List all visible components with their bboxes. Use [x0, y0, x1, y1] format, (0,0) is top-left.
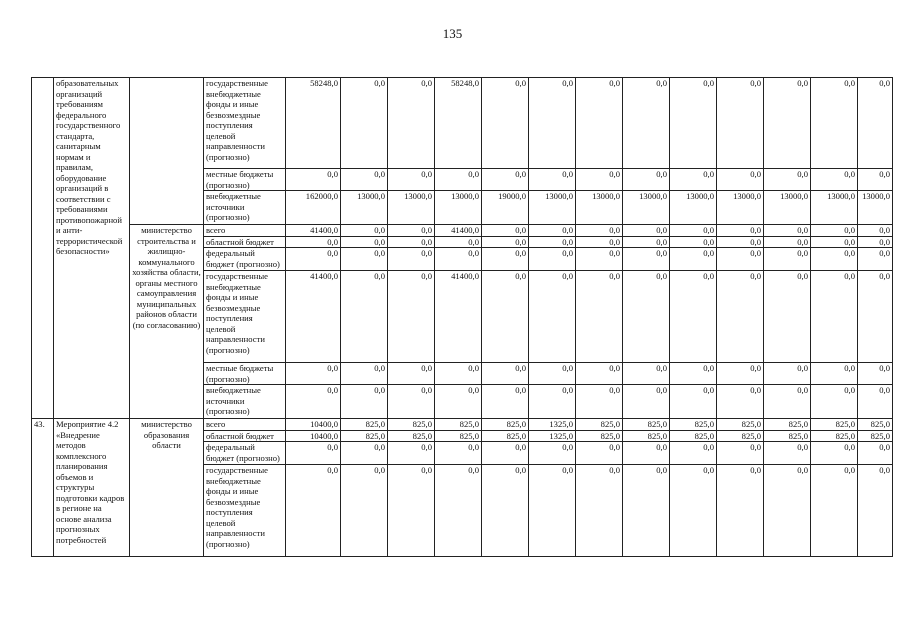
table-row	[32, 419, 893, 431]
amount-cell: 0,0	[341, 236, 388, 248]
amount-cell: 825,0	[341, 430, 388, 442]
amount-cell: 0,0	[482, 78, 529, 169]
amount-cell: 0,0	[529, 385, 576, 419]
amount-cell: 825,0	[811, 419, 858, 431]
amount-cell: 825,0	[623, 419, 670, 431]
amount-cell: 0,0	[529, 78, 576, 169]
amount-cell: 0,0	[717, 225, 764, 237]
funding-source: областной бюджет	[204, 430, 286, 442]
amount-cell: 0,0	[623, 169, 670, 191]
amount-cell: 0,0	[286, 442, 341, 465]
funding-source: внебюджетные источники (прогнозно)	[204, 191, 286, 225]
amount-cell: 13000,0	[670, 191, 717, 225]
amount-cell: 0,0	[529, 465, 576, 557]
amount-cell: 0,0	[811, 363, 858, 385]
amount-cell: 0,0	[670, 442, 717, 465]
amount-cell: 0,0	[341, 248, 388, 271]
amount-cell: 0,0	[529, 271, 576, 363]
amount-cell: 0,0	[576, 465, 623, 557]
amount-cell: 0,0	[435, 236, 482, 248]
amount-cell: 13000,0	[529, 191, 576, 225]
amount-cell: 0,0	[388, 236, 435, 248]
amount-cell: 10400,0	[286, 430, 341, 442]
amount-cell: 825,0	[764, 430, 811, 442]
amount-cell: 0,0	[670, 225, 717, 237]
amount-cell: 0,0	[576, 169, 623, 191]
amount-cell: 0,0	[670, 271, 717, 363]
amount-cell: 0,0	[286, 465, 341, 557]
amount-cell: 825,0	[858, 430, 893, 442]
amount-cell: 0,0	[388, 169, 435, 191]
amount-cell: 0,0	[341, 225, 388, 237]
amount-cell: 0,0	[858, 248, 893, 271]
amount-cell: 0,0	[286, 385, 341, 419]
amount-cell: 0,0	[529, 442, 576, 465]
amount-cell: 0,0	[811, 442, 858, 465]
amount-cell: 0,0	[482, 385, 529, 419]
amount-cell: 0,0	[529, 236, 576, 248]
amount-cell: 13000,0	[623, 191, 670, 225]
amount-cell: 13000,0	[576, 191, 623, 225]
amount-cell: 10400,0	[286, 419, 341, 431]
amount-cell: 19000,0	[482, 191, 529, 225]
amount-cell: 0,0	[482, 225, 529, 237]
amount-cell: 0,0	[858, 225, 893, 237]
amount-cell: 0,0	[623, 225, 670, 237]
amount-cell: 825,0	[717, 419, 764, 431]
amount-cell: 0,0	[717, 169, 764, 191]
budget-table	[31, 77, 893, 557]
amount-cell: 0,0	[623, 442, 670, 465]
amount-cell: 0,0	[764, 271, 811, 363]
amount-cell: 0,0	[623, 385, 670, 419]
amount-cell: 0,0	[576, 236, 623, 248]
amount-cell: 0,0	[811, 225, 858, 237]
amount-cell: 0,0	[286, 169, 341, 191]
amount-cell: 0,0	[858, 363, 893, 385]
amount-cell: 0,0	[341, 271, 388, 363]
amount-cell: 0,0	[811, 271, 858, 363]
amount-cell: 0,0	[341, 385, 388, 419]
page-number: 135	[442, 26, 463, 41]
amount-cell: 0,0	[341, 78, 388, 169]
amount-cell: 0,0	[576, 271, 623, 363]
amount-cell: 13000,0	[341, 191, 388, 225]
amount-cell: 13000,0	[858, 191, 893, 225]
amount-cell: 0,0	[670, 465, 717, 557]
amount-cell: 0,0	[670, 236, 717, 248]
amount-cell: 0,0	[858, 442, 893, 465]
funding-source: местные бюджеты (прогнозно)	[204, 169, 286, 191]
amount-cell: 0,0	[341, 169, 388, 191]
amount-cell: 162000,0	[286, 191, 341, 225]
amount-cell: 825,0	[482, 419, 529, 431]
amount-cell: 0,0	[623, 78, 670, 169]
amount-cell: 13000,0	[811, 191, 858, 225]
amount-cell: 0,0	[764, 78, 811, 169]
amount-cell: 0,0	[435, 363, 482, 385]
amount-cell: 0,0	[388, 442, 435, 465]
amount-cell: 825,0	[341, 419, 388, 431]
funding-source: государственные внебюджетные фонды и иные безвозмездные поступления целевой направленности (прогнозно)	[204, 271, 286, 363]
amount-cell: 0,0	[435, 442, 482, 465]
amount-cell: 825,0	[764, 419, 811, 431]
amount-cell: 0,0	[482, 248, 529, 271]
amount-cell: 0,0	[811, 465, 858, 557]
amount-cell: 0,0	[717, 363, 764, 385]
amount-cell: 0,0	[341, 465, 388, 557]
amount-cell: 0,0	[388, 363, 435, 385]
amount-cell: 0,0	[286, 236, 341, 248]
amount-cell: 0,0	[811, 78, 858, 169]
amount-cell: 41400,0	[286, 271, 341, 363]
amount-cell: 0,0	[482, 271, 529, 363]
amount-cell: 825,0	[576, 430, 623, 442]
amount-cell: 0,0	[764, 236, 811, 248]
amount-cell: 0,0	[576, 363, 623, 385]
amount-cell: 0,0	[388, 78, 435, 169]
amount-cell: 825,0	[858, 419, 893, 431]
executor-cell: министерство строительства и жилищно-коммунального хозяйства области, органы местного самоуправления муниципальных районов области (по согласованию)	[130, 225, 204, 419]
amount-cell: 0,0	[435, 385, 482, 419]
amount-cell: 0,0	[858, 236, 893, 248]
amount-cell: 825,0	[435, 419, 482, 431]
amount-cell: 13000,0	[388, 191, 435, 225]
amount-cell: 0,0	[482, 236, 529, 248]
amount-cell: 825,0	[435, 430, 482, 442]
amount-cell: 13000,0	[764, 191, 811, 225]
amount-cell: 825,0	[670, 430, 717, 442]
amount-cell: 0,0	[388, 225, 435, 237]
amount-cell: 0,0	[764, 465, 811, 557]
amount-cell: 0,0	[341, 442, 388, 465]
amount-cell: 0,0	[623, 248, 670, 271]
funding-source: государственные внебюджетные фонды и иные безвозмездные поступления целевой направленности (прогнозно)	[204, 78, 286, 169]
amount-cell: 58248,0	[435, 78, 482, 169]
amount-cell: 0,0	[435, 169, 482, 191]
amount-cell: 0,0	[717, 236, 764, 248]
amount-cell: 13000,0	[435, 191, 482, 225]
amount-cell: 825,0	[623, 430, 670, 442]
amount-cell: 0,0	[576, 225, 623, 237]
amount-cell: 0,0	[623, 271, 670, 363]
amount-cell: 0,0	[764, 442, 811, 465]
amount-cell: 0,0	[764, 385, 811, 419]
amount-cell: 825,0	[388, 430, 435, 442]
amount-cell: 825,0	[482, 430, 529, 442]
amount-cell: 0,0	[764, 225, 811, 237]
amount-cell: 0,0	[858, 78, 893, 169]
amount-cell: 0,0	[482, 363, 529, 385]
amount-cell: 0,0	[529, 363, 576, 385]
amount-cell: 0,0	[388, 465, 435, 557]
amount-cell: 0,0	[670, 248, 717, 271]
amount-cell: 0,0	[811, 248, 858, 271]
amount-cell: 0,0	[858, 271, 893, 363]
amount-cell: 1325,0	[529, 430, 576, 442]
funding-source: государственные внебюджетные фонды и иные безвозмездные поступления целевой направленности (прогнозно)	[204, 465, 286, 557]
funding-source: внебюджетные источники (прогнозно)	[204, 385, 286, 419]
amount-cell: 0,0	[858, 385, 893, 419]
amount-cell: 825,0	[388, 419, 435, 431]
amount-cell: 825,0	[717, 430, 764, 442]
amount-cell: 0,0	[341, 363, 388, 385]
amount-cell: 0,0	[717, 442, 764, 465]
amount-cell: 0,0	[623, 363, 670, 385]
amount-cell: 0,0	[811, 385, 858, 419]
amount-cell: 0,0	[717, 271, 764, 363]
amount-cell: 13000,0	[717, 191, 764, 225]
amount-cell: 0,0	[482, 169, 529, 191]
amount-cell: 0,0	[435, 248, 482, 271]
amount-cell: 0,0	[764, 248, 811, 271]
row-number-cell	[32, 78, 54, 419]
amount-cell: 0,0	[576, 248, 623, 271]
amount-cell: 825,0	[811, 430, 858, 442]
amount-cell: 41400,0	[286, 225, 341, 237]
amount-cell: 0,0	[858, 465, 893, 557]
amount-cell: 0,0	[529, 169, 576, 191]
amount-cell: 0,0	[529, 225, 576, 237]
funding-source: всего	[204, 419, 286, 431]
row-number-cell: 43.	[32, 419, 54, 557]
amount-cell: 0,0	[286, 363, 341, 385]
event-description: Мероприятие 4.2 «Внедрение методов комплексного планирования объемов и структуры подготовки кадров в регионе на основе анализа прогнозных потребностей	[54, 419, 130, 557]
amount-cell: 0,0	[811, 236, 858, 248]
amount-cell: 0,0	[286, 248, 341, 271]
amount-cell: 41400,0	[435, 225, 482, 237]
amount-cell: 0,0	[623, 236, 670, 248]
amount-cell: 825,0	[670, 419, 717, 431]
event-description: образовательных организаций требованиям федерального государственного стандарта, санитарным нормам и правилам, оборудование организаций в соответствии с требованиями противопожарной и анти-террористической безопасности»	[54, 78, 130, 419]
funding-source: федеральный бюджет (прогнозно)	[204, 442, 286, 465]
amount-cell: 0,0	[811, 169, 858, 191]
table-row	[32, 78, 893, 169]
amount-cell: 0,0	[764, 169, 811, 191]
amount-cell: 0,0	[717, 385, 764, 419]
table-row	[32, 225, 893, 237]
amount-cell: 0,0	[717, 465, 764, 557]
amount-cell: 0,0	[388, 271, 435, 363]
amount-cell: 0,0	[482, 465, 529, 557]
amount-cell: 41400,0	[435, 271, 482, 363]
amount-cell: 0,0	[670, 385, 717, 419]
funding-source: местные бюджеты (прогнозно)	[204, 363, 286, 385]
amount-cell: 0,0	[670, 78, 717, 169]
funding-source: федеральный бюджет (прогнозно)	[204, 248, 286, 271]
amount-cell: 0,0	[576, 442, 623, 465]
amount-cell: 0,0	[435, 465, 482, 557]
amount-cell: 0,0	[482, 442, 529, 465]
amount-cell: 0,0	[670, 169, 717, 191]
amount-cell: 0,0	[388, 248, 435, 271]
amount-cell: 0,0	[858, 169, 893, 191]
amount-cell: 0,0	[576, 385, 623, 419]
amount-cell: 0,0	[576, 78, 623, 169]
amount-cell: 0,0	[717, 248, 764, 271]
amount-cell: 825,0	[576, 419, 623, 431]
amount-cell: 1325,0	[529, 419, 576, 431]
amount-cell: 0,0	[717, 78, 764, 169]
amount-cell: 0,0	[388, 385, 435, 419]
amount-cell: 0,0	[764, 363, 811, 385]
executor-cell: министерство образования области	[130, 419, 204, 557]
amount-cell: 0,0	[529, 248, 576, 271]
funding-source: всего	[204, 225, 286, 237]
executor-cell-empty	[130, 78, 204, 225]
funding-source: областной бюджет	[204, 236, 286, 248]
amount-cell: 0,0	[623, 465, 670, 557]
amount-cell: 58248,0	[286, 78, 341, 169]
amount-cell: 0,0	[670, 363, 717, 385]
